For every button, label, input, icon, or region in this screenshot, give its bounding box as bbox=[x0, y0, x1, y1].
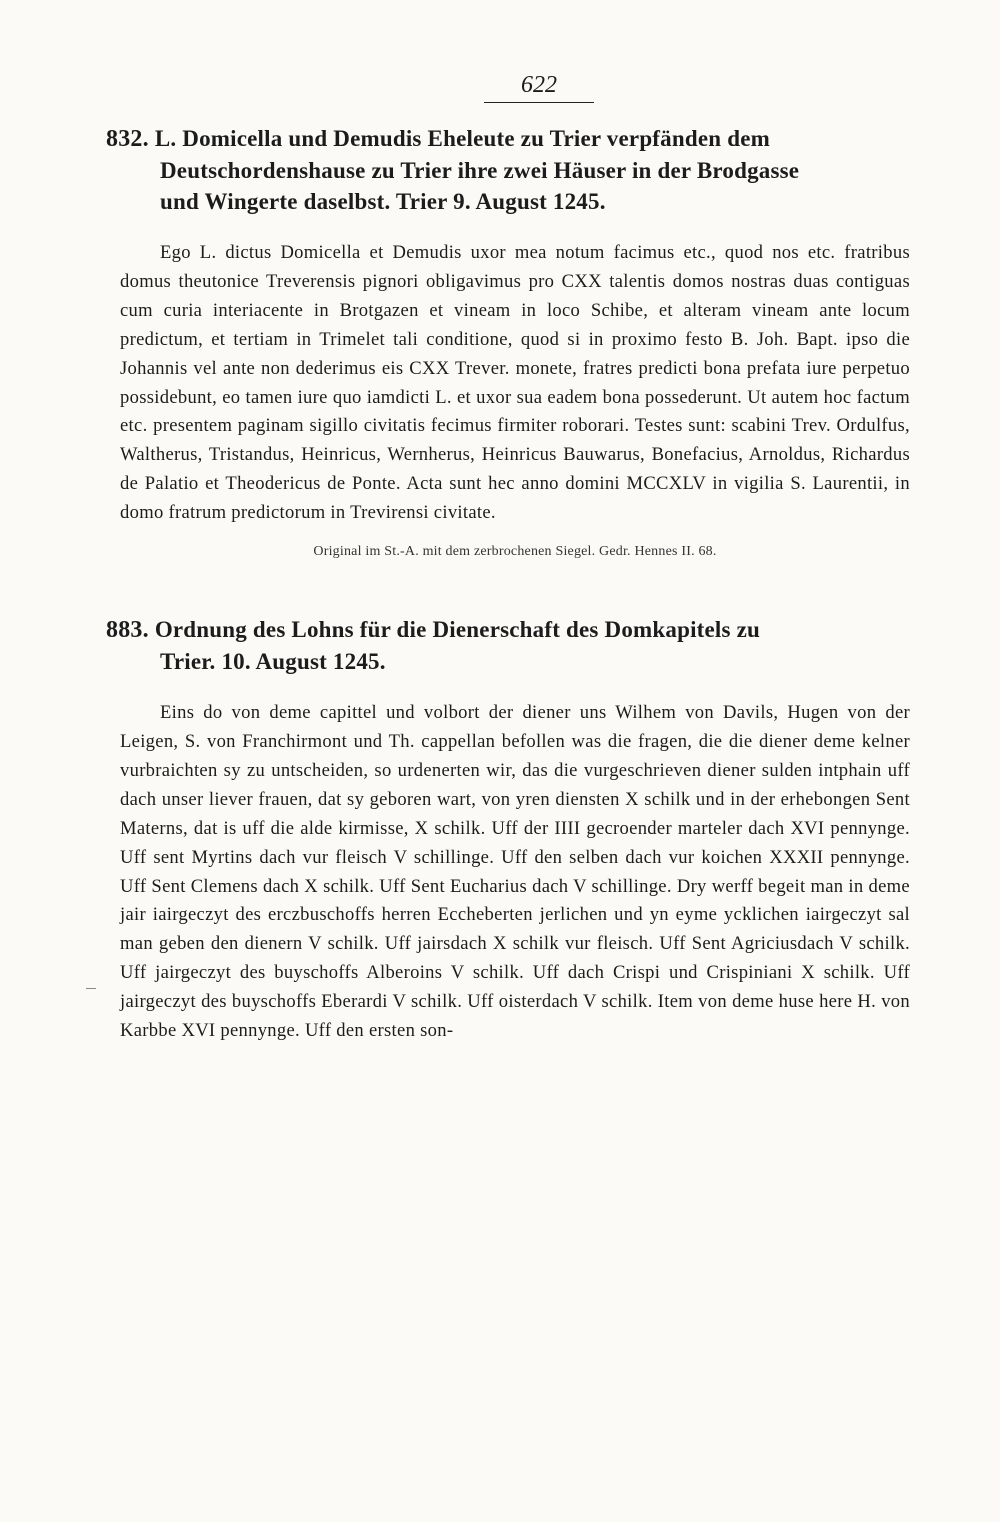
body-paragraph: Eins do von deme capittel und volbort der diener uns Wilhem von Davils, Hugen von der Leigen, S. von Franchirmont und Th. cappellan befollen was die fragen, die die diener deme kelner vurbraichten sy zu untscheiden, so urdenerten wir, das die vurgeschrieven diener sulden intphain uff dach unser liever frauen, dat sy geboren wart, von yren diensten X schilk und in der erhebongen Sent Materns, dat is uff die alde kirmisse, X schilk. Uff der IIII gecroender marteler dach XVI pennynge. Uff sent Myrtins dach vur fleisch V schillinge. Uff den selben dach vur koichen XXXII pennynge. Uff Sent Clemens dach X schilk. Uff Sent Eucharius dach V schillinge. Dry werff begeit man in deme jair iairgeczyt des erczbuschoffs herren Eccheberten jerlichen und yn eyme ycklichen iairgeczyt sal man geben den dienern V schilk. Uff jairsdach X schilk vur fleisch. Uff Sent Agriciusdach V schilk. Uff jairgeczyt des buyschoffs Alberoins V schilk. Uff dach Crispi und Crispiniani X schilk. Uff jairgeczyt des buyschoffs Eberardi V schilk. Uff oisterdach V schilk. Item von deme huse here H. von Karbbe XVI pennynge. Uff den ersten son- bbox=[120, 702, 910, 1042]
heading-line-1: 832. L. Domicella und Demudis Eheleute zu Trier verpfänden dem bbox=[106, 126, 770, 152]
section-832 bbox=[106, 123, 910, 562]
margin-mark bbox=[86, 988, 96, 989]
page-number-rule bbox=[484, 102, 594, 103]
section-number: 832. bbox=[106, 126, 149, 152]
page-number: 622 bbox=[521, 72, 557, 98]
section-883 bbox=[106, 614, 910, 1046]
heading-line-2: Deutschordenshause zu Trier ihre zwei Häuser in der Brodgasse bbox=[160, 158, 800, 183]
body-paragraph: Ego L. dictus Domicella et Demudis uxor mea notum facimus etc., quod nos etc. fratribus domus theutonice Treverensis pignori obligavimus pro CXX talentis domos nostras duas contiguas cum curia interiacente in Brotgazen et vineam in loco Schibe, et alteram vineam ante locum predictum, et tertiam in Trimelet tali conditione, quod si in proximo festo B. Joh. Bapt. ipso die Johannis vel ante non dederimus eis CXX Trever. monete, fratres predicti bona prefata iure perpetuo possidebunt, eo tamen iure quo iamdicti L. et uxor sua eadem bona possederunt. Ut autem hoc factum etc. presentem paginam sigillo civitatis fecimus firmiter roborari. Testes sunt: scabini Trev. Ordulfus, Waltherus, Tristandus, Heinricus, Wernherus, Heinricus Bauwarus, Bonefacius, Arnoldus, Richardus de Palatio et Theodericus de Ponte. Acta sunt hec anno domini MCCXLV in vigilia S. Laurentii, in domo fratrum predictorum in Trevirensi civitate. bbox=[120, 242, 910, 524]
section-body bbox=[120, 239, 910, 528]
section-heading bbox=[106, 123, 910, 217]
section-body bbox=[120, 699, 910, 1046]
heading-line-3: und Wingerte daselbst. Trier 9. August 1245. bbox=[160, 189, 606, 214]
heading-line-1: 883. Ordnung des Lohns für die Dienerschaft des Domkapitels zu bbox=[106, 617, 761, 644]
section-number: 883. bbox=[106, 617, 149, 644]
heading-line-2: Trier. 10. August 1245. bbox=[160, 649, 386, 675]
document-page bbox=[106, 72, 910, 1046]
source-note: Original im St.-A. mit dem zerbrochenen Siegel. Gedr. Hennes II. 68. bbox=[313, 544, 717, 560]
section-heading bbox=[106, 614, 910, 677]
